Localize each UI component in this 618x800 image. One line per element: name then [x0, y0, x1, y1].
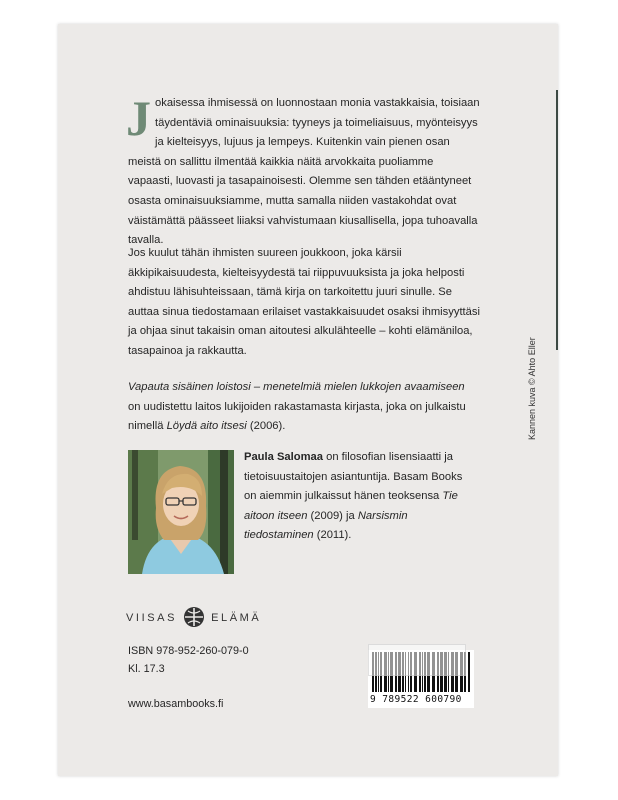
cover-photo-credit: Kannen kuva © Ahto Eller	[527, 337, 537, 440]
author-bio: Paula Salomaa on filosofian lisensiaatti ja tietoisuustaitojen asiantuntija. Basam Books on aiemmin julkaissut hänen teoksensa Tie aitoon itseen (2009) ja Narsismin tiedostaminen (2011).	[244, 451, 463, 542]
barcode-number: 9 789522 600790	[370, 694, 462, 705]
drop-cap: J	[126, 90, 151, 146]
series-name-left: VIISAS	[126, 612, 178, 624]
intro-paragraph	[126, 90, 480, 251]
previous-title: Löydä aito itsesi	[166, 420, 247, 433]
series-emblem-icon	[183, 606, 205, 631]
series-name-right: ELÄMÄ	[211, 612, 262, 624]
publisher-website: www.basambooks.fi	[128, 698, 224, 710]
target-reader-paragraph: Jos kuulut tähän ihmisten suureen joukkoon, joka kärsii äkkipikaisuudesta, kielteisyydestä tai riippuvuuksista ja joka helposti ahdistuu lähisuhteissaan, tämä kirja on tarkoitettu juuri sinulle. Se auttaa sinua tiedostamaan erilaiset vastakkaisuudet osaksi ihmisyyttäsi ja ohjaa sinut takaisin oman aitoutesi alkulähteelle – kohti elämäniloa, tasapainoa ja rakkautta.	[128, 247, 480, 357]
classification: Kl. 17.3	[128, 663, 165, 675]
book-title: Vapauta sisäinen loistosi – menetelmiä mielen lukkojen avaamiseen	[128, 381, 465, 393]
author-photo	[128, 450, 234, 574]
author-name: Paula Salomaa	[244, 451, 323, 463]
series-logo	[126, 608, 261, 628]
isbn-block	[128, 642, 249, 678]
edition-note-paragraph: Vapauta sisäinen loistosi – menetelmiä mielen lukkojen avaamiseen on uudistettu laitos lukijoiden rakastamasta kirjasta, joka on julkaistu nimellä Löydä aito itsesi (2006).	[128, 381, 466, 433]
intro-text: okaisessa ihmisessä on luonnostaan monia vastakkaisia, toisiaan täydentäviä ominaisuuksia: tyyneys ja toimeliaisuus, myönteisyys ja kielteisyys, lujuus ja lempeys. Kuitenkin vain pienen osan meistä on sallittu ilmentää kaikkia näitä arvokkaita puoliamme vapaasti, luovasti ja tasapainoisesti. Olemme sen tähden etääntyneet osasta ominaisuuksiamme, mutta samalla niiden vastakohdat ovat väistämättä päässeet liiaksi vahvistumaan kiusallisella, jopa tuhoavalla tavalla.	[128, 97, 480, 247]
earlier-book-2: Narsismin tiedostaminen	[244, 509, 408, 542]
spine-edge	[556, 90, 558, 350]
barcode-bar	[468, 652, 470, 692]
price-sticker	[368, 644, 466, 676]
earlier-book-1: Tie aitoon itseen	[244, 490, 458, 522]
isbn: ISBN 978-952-260-079-0	[128, 645, 249, 657]
